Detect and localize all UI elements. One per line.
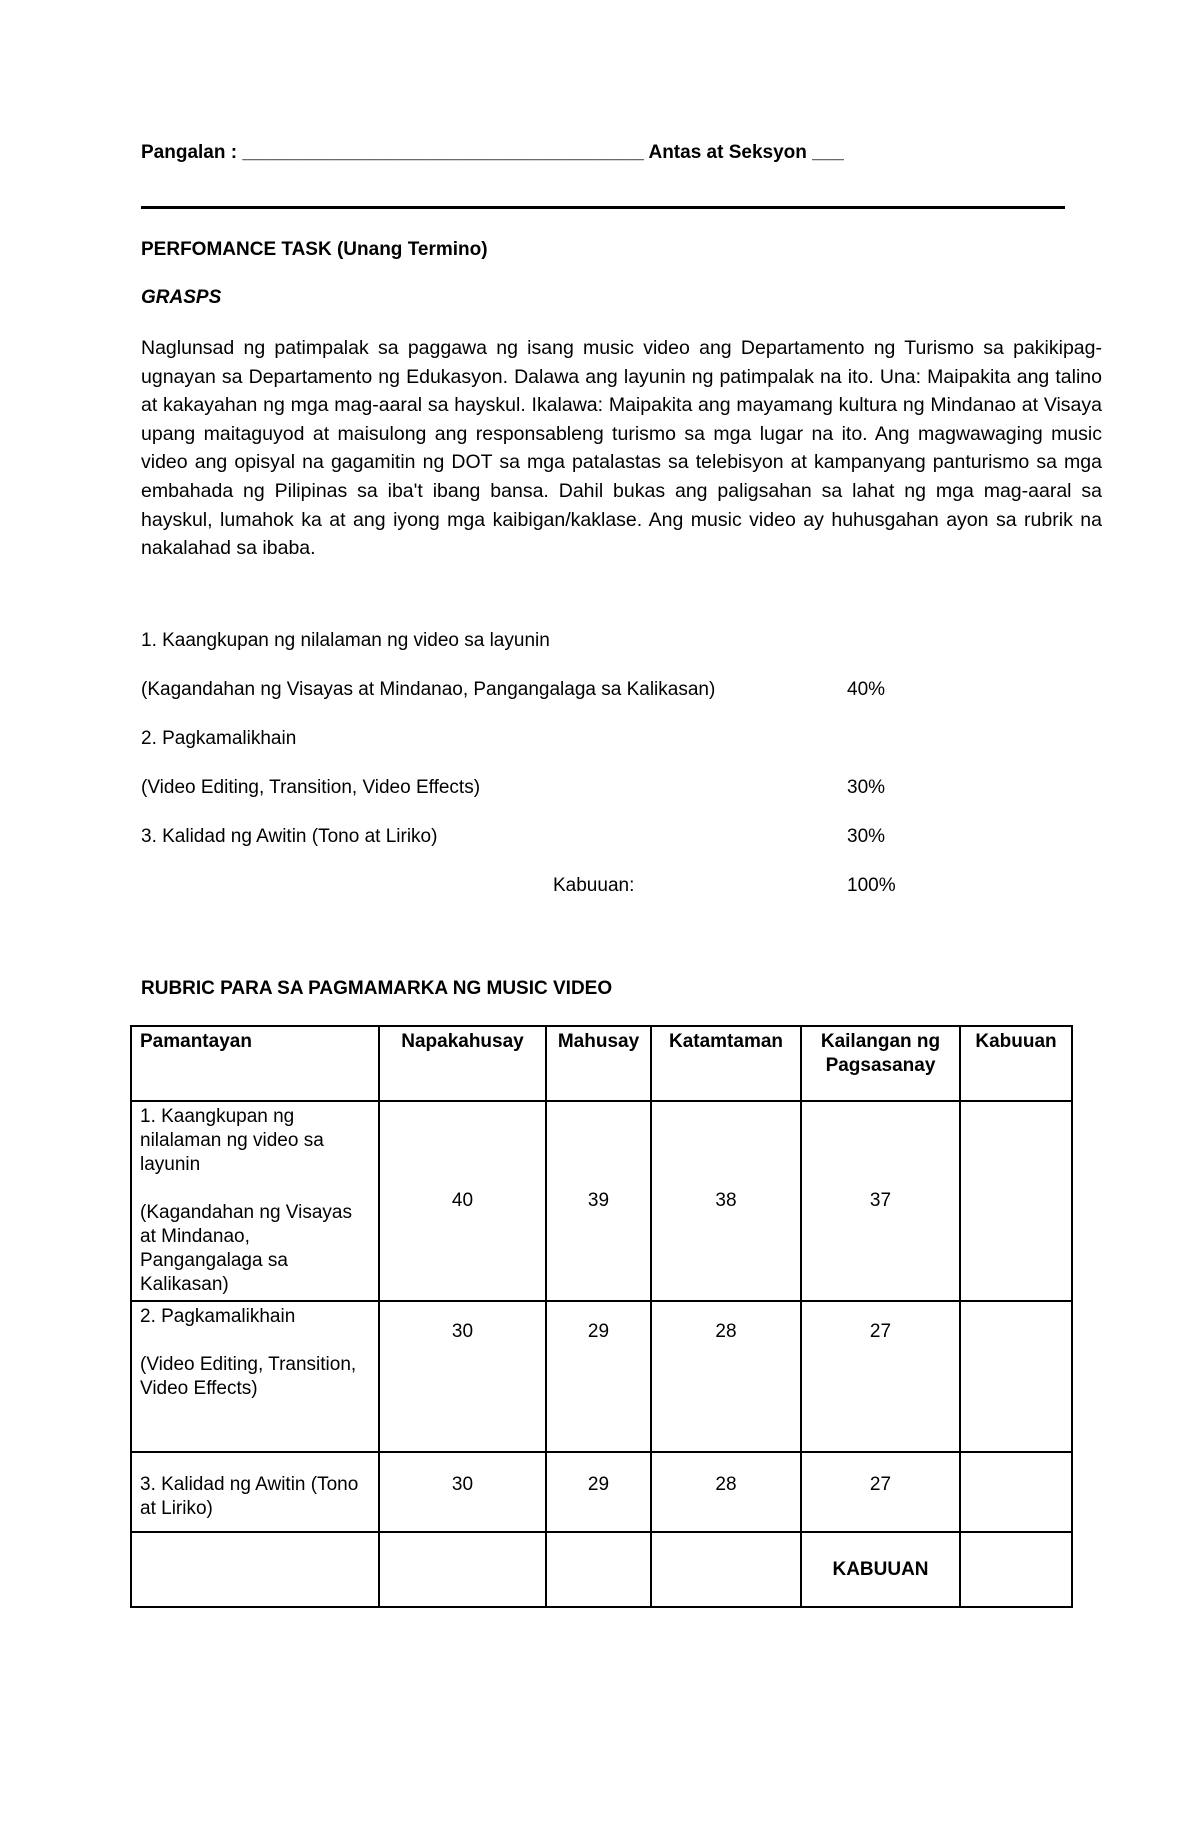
total-label: Kabuuan: [553, 875, 635, 896]
criterion-1-detail: (Kagandahan ng Visayas at Mindanao, Pangangalaga sa Kalikasan) [141, 679, 716, 700]
task-title: PERFOMANCE TASK (Unang Termino) [141, 239, 488, 260]
row-3-score-napakahusay: 30 [379, 1452, 546, 1532]
row-3-score-kailangan: 27 [801, 1452, 960, 1532]
criterion-2-detail: (Video Editing, Transition, Video Effects) [141, 777, 481, 798]
footer-empty-cell [131, 1532, 379, 1607]
rubric-table [130, 1025, 1073, 1608]
row-1-criterion-title: 1. Kaangkupan ng nilalaman ng video sa layunin [140, 1106, 324, 1175]
table-row [131, 1101, 1072, 1301]
criterion-3-title: 3. Kalidad ng Awitin (Tono at Liriko) [141, 826, 438, 847]
row-3-total-cell [960, 1452, 1072, 1532]
total-percent: 100% [847, 875, 896, 896]
table-footer-row [131, 1532, 1072, 1607]
task-paragraph: Naglunsad ng patimpalak sa paggawa ng isang music video ang Departamento ng Turismo sa pakikipag-ugnayan sa Departamento ng Edukasyon. Dalawa ang layunin ng patimpalak na ito. Una: Maipakita ang talino at kakayahan ng mga mag-aaral sa hayskul. Ikalawa: Maipakita ang mayamang kultura ng Mindanao at Visaya upang maitaguyod at maisulong ang responsableng turismo sa mga lugar na ito. Ang magwawaging music video ang opisyal na gagamitin ng DOT sa mga patalastas sa telebisyon at kampanyang panturismo sa mga embahada ng Pilipinas sa iba't ibang bansa. Dahil bukas ang paligsahan sa lahat ng mga mag-aaral sa hayskul, lumahok ka at ang iyong mga kaibigan/kaklase. Ang music video ay huhusgahan ayon sa rubrik na nakalahad sa ibaba. [141, 337, 1102, 560]
row-1-score-mahusay: 39 [546, 1101, 651, 1301]
footer-total-cell [960, 1532, 1072, 1607]
criterion-1-title: 1. Kaangkupan ng nilalaman ng video sa layunin [141, 630, 550, 651]
row-3-score-mahusay: 29 [546, 1452, 651, 1532]
header-kabuuan: Kabuuan [960, 1026, 1072, 1101]
row-1-criterion [131, 1101, 379, 1301]
name-section-line: Pangalan : ______________________________________ Antas at Seksyon ___ [141, 142, 844, 163]
header-pamantayan: Pamantayan [131, 1026, 379, 1101]
table-row [131, 1452, 1072, 1532]
footer-empty-cell [546, 1532, 651, 1607]
table-header-row [131, 1026, 1072, 1101]
header-kailangan-ng-pagsasanay: Kailangan ng Pagsasanay [801, 1026, 960, 1101]
row-3-criterion-title: 3. Kalidad ng Awitin (Tono at Liriko) [140, 1474, 359, 1519]
row-1-score-kailangan: 37 [801, 1101, 960, 1301]
header-katamtaman: Katamtaman [651, 1026, 801, 1101]
row-1-score-napakahusay: 40 [379, 1101, 546, 1301]
row-2-score-mahusay: 29 [546, 1301, 651, 1452]
header-napakahusay: Napakahusay [379, 1026, 546, 1101]
criterion-2-percent: 30% [847, 777, 886, 798]
row-2-score-katamtaman: 28 [651, 1301, 801, 1452]
row-3-criterion [131, 1452, 379, 1532]
grasps-label: GRASPS [141, 287, 222, 308]
row-1-score-katamtaman: 38 [651, 1101, 801, 1301]
footer-kabuuan-label: KABUUAN [801, 1532, 960, 1607]
table-row [131, 1301, 1072, 1452]
rubric-title: RUBRIC PARA SA PAGMAMARKA NG MUSIC VIDEO [141, 978, 613, 999]
header-mahusay: Mahusay [546, 1026, 651, 1101]
footer-empty-cell [651, 1532, 801, 1607]
row-2-criterion-title: 2. Pagkamalikhain [140, 1306, 296, 1327]
criterion-1-percent: 40% [847, 679, 886, 700]
row-2-score-napakahusay: 30 [379, 1301, 546, 1452]
row-1-criterion-detail: (Kagandahan ng Visayas at Mindanao, Pangangalaga sa Kalikasan) [140, 1202, 352, 1295]
row-2-criterion [131, 1301, 379, 1452]
criterion-2-title: 2. Pagkamalikhain [141, 728, 297, 749]
divider [141, 206, 1065, 209]
row-2-total-cell [960, 1301, 1072, 1452]
criterion-3-percent: 30% [847, 826, 886, 847]
row-2-criterion-detail: (Video Editing, Transition, Video Effects) [140, 1354, 357, 1399]
row-1-total-cell [960, 1101, 1072, 1301]
footer-empty-cell [379, 1532, 546, 1607]
row-2-score-kailangan: 27 [801, 1301, 960, 1452]
row-3-score-katamtaman: 28 [651, 1452, 801, 1532]
